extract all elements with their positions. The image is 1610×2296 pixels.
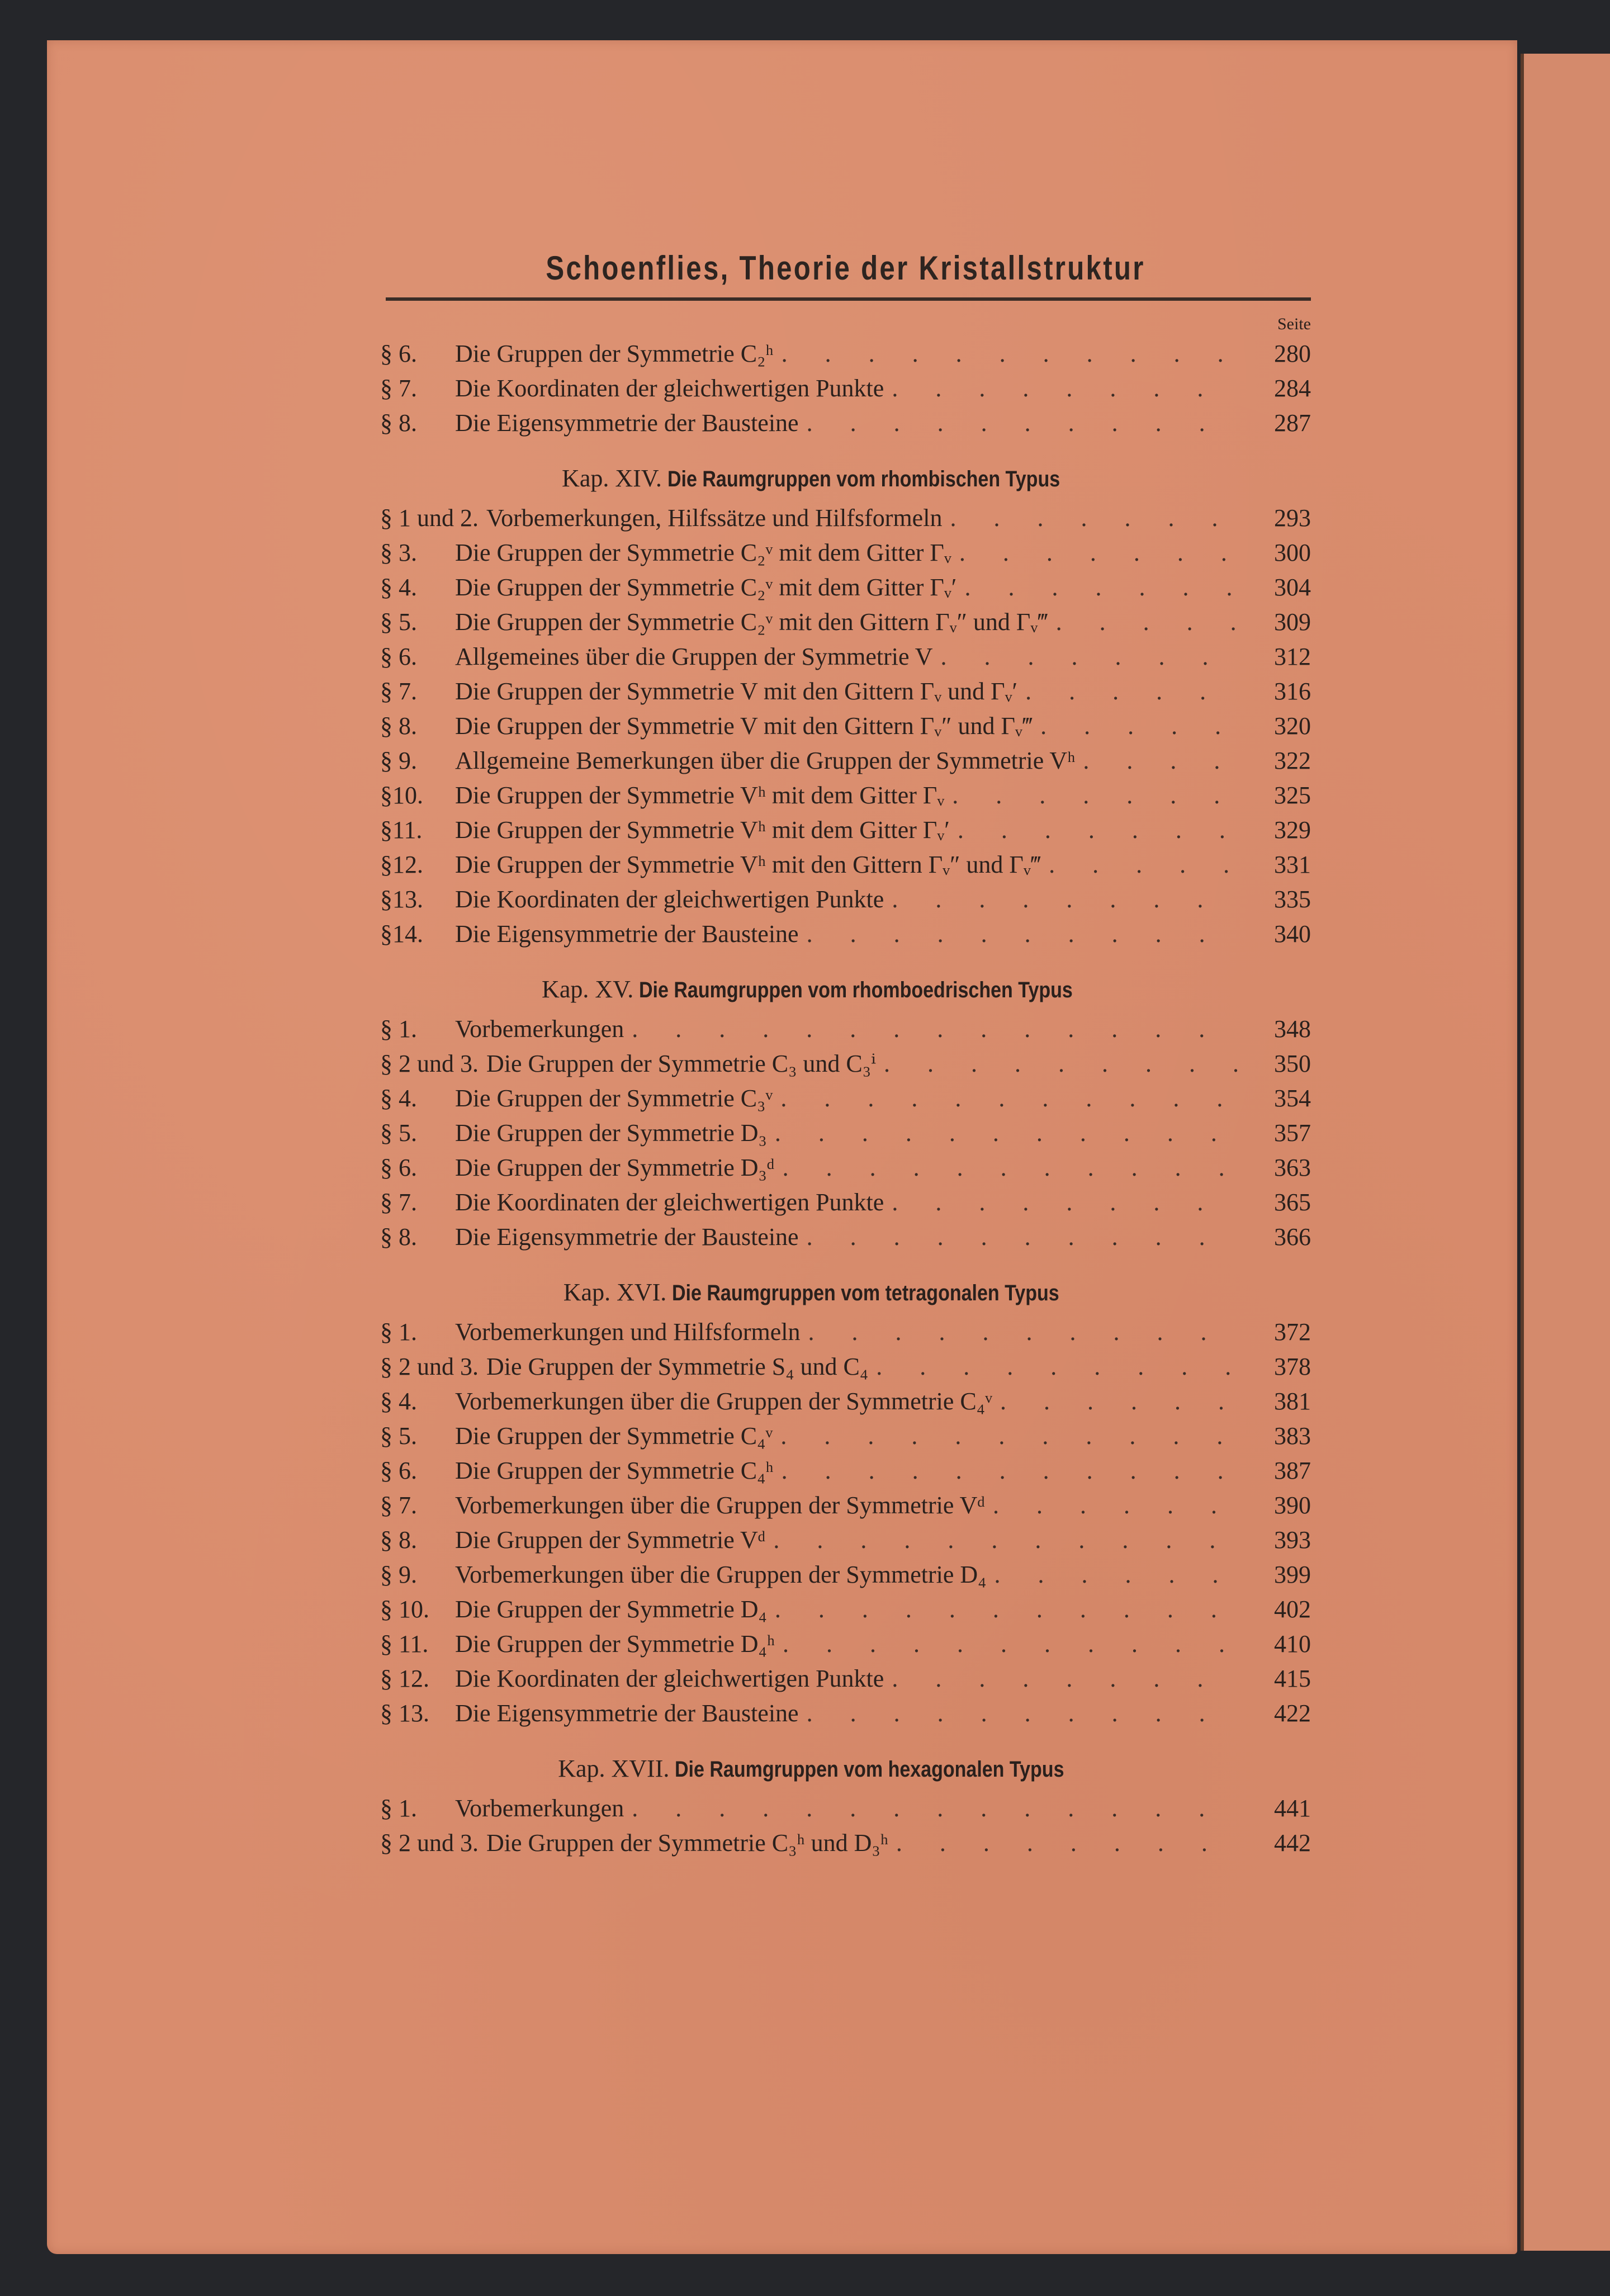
page-number: 280 (1274, 340, 1311, 367)
section-title: Die Gruppen der Symmetrie C₃ und C₃ⁱ (486, 1050, 876, 1077)
toc-entry (380, 536, 1311, 570)
page-number: 381 (1274, 1388, 1311, 1415)
dot-leader (782, 337, 1242, 371)
dot-leader (959, 536, 1242, 570)
section-title: Allgemeines über die Gruppen der Symmetrie V (455, 643, 933, 670)
section-number: § 4. (380, 574, 417, 601)
toc-entry (380, 709, 1311, 744)
toc-section (380, 456, 1311, 951)
section-title: Die Gruppen der Symmetrie D₄ʰ (455, 1630, 775, 1658)
section-number: § 8. (380, 712, 417, 740)
section-title: Die Gruppen der Symmetrie Vʰ mit dem Gitter Γᵥ (455, 782, 945, 809)
section-title: Die Gruppen der Symmetrie C₄ʰ (455, 1457, 774, 1484)
dot-leader (1040, 709, 1242, 744)
section-number: § 12. (380, 1665, 429, 1692)
dot-leader (780, 1419, 1242, 1454)
toc-entry (380, 501, 1311, 536)
dot-leader (995, 1558, 1242, 1592)
toc-entry (380, 1696, 1311, 1731)
title-rule (386, 297, 1311, 301)
page-number: 415 (1274, 1665, 1311, 1692)
dot-leader (993, 1488, 1242, 1523)
page-number: 309 (1274, 608, 1311, 636)
chapter-number: Kap. XVII. (558, 1755, 670, 1782)
toc-entry (380, 640, 1311, 674)
section-title: Allgemeine Bemerkungen über die Gruppen der Symmetrie Vʰ (455, 747, 1076, 774)
page-number: 329 (1274, 816, 1311, 844)
dot-leader (941, 640, 1242, 674)
section-number: §11. (380, 816, 423, 844)
page-number: 393 (1274, 1526, 1311, 1554)
section-number: § 8. (380, 1223, 417, 1251)
toc-section (380, 967, 1311, 1254)
section-title: Die Gruppen der Symmetrie C₃ᵛ (455, 1085, 773, 1112)
chapter-number: Kap. XVI. (563, 1279, 667, 1306)
page-number: 378 (1274, 1353, 1311, 1380)
section-number: § 8. (380, 409, 417, 437)
dot-leader (892, 371, 1242, 406)
section-number: § 4. (380, 1085, 417, 1112)
page-number: 320 (1274, 712, 1311, 740)
section-number: § 6. (380, 1457, 417, 1484)
section-title: Vorbemerkungen über die Gruppen der Symmetrie Vᵈ (455, 1492, 986, 1519)
dot-leader (780, 1081, 1242, 1116)
toc-entry (380, 813, 1311, 848)
section-number: § 3. (380, 539, 417, 566)
dot-leader (1000, 1384, 1242, 1419)
page-number: 287 (1274, 409, 1311, 437)
toc-entry (380, 1523, 1311, 1558)
toc-entry (380, 1185, 1311, 1220)
chapter-title: Die Raumgruppen vom hexagonalen Typus (675, 1757, 1064, 1782)
dot-leader (958, 813, 1242, 848)
section-number: § 8. (380, 1526, 417, 1554)
chapter-heading (380, 967, 1311, 1012)
toc-entry (380, 917, 1311, 951)
section-number: § 6. (380, 1154, 417, 1181)
dot-leader (782, 1454, 1242, 1488)
dot-leader (773, 1523, 1242, 1558)
dot-leader (884, 1047, 1242, 1081)
section-number: § 5. (380, 1119, 417, 1147)
section-number: § 2 und 3. (380, 1353, 479, 1380)
section-number: § 5. (380, 1422, 417, 1450)
dot-leader (950, 501, 1242, 536)
section-title: Vorbemerkungen (455, 1015, 624, 1043)
section-title: Die Gruppen der Symmetrie C₂ᵛ mit dem Gitter Γᵥ′ (455, 574, 957, 601)
section-number: §14. (380, 920, 423, 948)
chapter-number: Kap. XIV. (562, 465, 662, 492)
page-number: 372 (1274, 1318, 1311, 1346)
toc-entry (380, 570, 1311, 605)
section-title: Die Gruppen der Symmetrie C₂ᵛ mit den Gittern Γᵥ″ und Γᵥ‴ (455, 608, 1048, 636)
dot-leader (783, 1151, 1242, 1185)
dot-leader (1083, 744, 1242, 778)
dot-leader (807, 917, 1242, 951)
section-title: Die Gruppen der Symmetrie D₃ (455, 1119, 767, 1147)
section-number: § 2 und 3. (380, 1050, 479, 1077)
section-number: § 1. (380, 1015, 417, 1043)
toc-entry (380, 1350, 1311, 1384)
dot-leader (964, 570, 1242, 605)
dot-leader (1025, 674, 1242, 709)
page-number: 383 (1274, 1422, 1311, 1450)
dot-leader (808, 1315, 1242, 1350)
section-number: § 7. (380, 1492, 417, 1519)
section-title: Vorbemerkungen über die Gruppen der Symmetrie D₄ (455, 1561, 987, 1588)
page-number: 365 (1274, 1189, 1311, 1216)
page-number: 340 (1274, 920, 1311, 948)
section-title: Die Koordinaten der gleichwertigen Punkte (455, 1189, 884, 1216)
section-number: § 1 und 2. (380, 504, 479, 532)
section-number: § 11. (380, 1630, 429, 1658)
section-title: Die Gruppen der Symmetrie Vʰ mit dem Gitter Γᵥ′ (455, 816, 950, 844)
page-number: 442 (1274, 1829, 1311, 1857)
dot-leader (807, 1220, 1242, 1254)
section-title: Die Gruppen der Symmetrie D₃ᵈ (455, 1154, 775, 1181)
toc-entry (380, 1116, 1311, 1151)
toc-entry (380, 1488, 1311, 1523)
dot-leader (775, 1116, 1242, 1151)
dot-leader (1049, 848, 1242, 882)
section-title: Die Koordinaten der gleichwertigen Punkte (455, 1665, 884, 1692)
chapter-heading (380, 1746, 1311, 1791)
chapter-number: Kap. XV. (542, 976, 634, 1003)
section-number: § 1. (380, 1795, 417, 1822)
page-number: 354 (1274, 1085, 1311, 1112)
section-title: Die Eigensymmetrie der Bausteine (455, 1699, 799, 1727)
chapter-title: Die Raumgruppen vom tetragonalen Typus (672, 1281, 1059, 1305)
dot-leader (892, 1185, 1242, 1220)
page-number: 390 (1274, 1492, 1311, 1519)
chapter-heading (380, 456, 1311, 501)
dot-leader (775, 1592, 1242, 1627)
section-number: § 6. (380, 340, 417, 367)
page-number: 316 (1274, 678, 1311, 705)
toc-entry (380, 1627, 1311, 1661)
page-number: 441 (1274, 1795, 1311, 1822)
chapter-title: Die Raumgruppen vom rhomboedrischen Typus (639, 978, 1073, 1002)
section-title: Die Koordinaten der gleichwertigen Punkte (455, 886, 884, 913)
table-of-contents (380, 246, 1311, 1861)
toc-entry (380, 1826, 1311, 1861)
dot-leader (892, 1661, 1242, 1696)
page-number: 284 (1274, 375, 1311, 402)
page-number: 331 (1274, 851, 1311, 878)
section-title: Vorbemerkungen (455, 1795, 624, 1822)
page-number: 300 (1274, 539, 1311, 566)
page-number: 363 (1274, 1154, 1311, 1181)
section-number: § 1. (380, 1318, 417, 1346)
section-number: § 5. (380, 608, 417, 636)
toc-entry (380, 778, 1311, 813)
section-title: Die Gruppen der Symmetrie C₂ʰ (455, 340, 774, 367)
page-number: 387 (1274, 1457, 1311, 1484)
page-number: 312 (1274, 643, 1311, 670)
page-number: 304 (1274, 574, 1311, 601)
section-title: Die Gruppen der Symmetrie Vʰ mit den Gittern Γᵥ″ und Γᵥ‴ (455, 851, 1041, 878)
toc-entry (380, 744, 1311, 778)
toc-section (380, 1270, 1311, 1731)
page-number: 366 (1274, 1223, 1311, 1251)
dot-leader (876, 1350, 1242, 1384)
section-number: § 9. (380, 747, 417, 774)
toc-entry (380, 1592, 1311, 1627)
dot-leader (1056, 605, 1242, 640)
section-title: Die Gruppen der Symmetrie Vᵈ (455, 1526, 766, 1554)
section-title: Die Eigensymmetrie der Bausteine (455, 920, 799, 948)
page-number: 410 (1274, 1630, 1311, 1658)
page-column-label: Seite (1277, 315, 1311, 333)
section-title: Die Gruppen der Symmetrie V mit den Gittern Γᵥ und Γᵥ′ (455, 678, 1018, 705)
section-title: Die Eigensymmetrie der Bausteine (455, 1223, 799, 1251)
toc-entry (380, 882, 1311, 917)
page-number: 325 (1274, 782, 1311, 809)
toc-entry (380, 1661, 1311, 1696)
page-number: 322 (1274, 747, 1311, 774)
toc-entry (380, 1012, 1311, 1047)
section-number: §12. (380, 851, 423, 878)
dot-leader (783, 1627, 1242, 1661)
section-number: § 10. (380, 1596, 429, 1623)
chapter-title: Die Raumgruppen vom rhombischen Typus (667, 467, 1060, 491)
toc-entry (380, 1315, 1311, 1350)
chapter-heading (380, 1270, 1311, 1315)
toc-entry (380, 605, 1311, 640)
dot-leader (807, 1696, 1242, 1731)
page-number: 399 (1274, 1561, 1311, 1588)
section-number: § 9. (380, 1561, 417, 1588)
section-number: § 6. (380, 643, 417, 670)
page-number: 293 (1274, 504, 1311, 532)
dot-leader (807, 406, 1242, 441)
section-number: § 7. (380, 375, 417, 402)
section-number: § 13. (380, 1699, 429, 1727)
toc-entry (380, 1047, 1311, 1081)
toc-entry (380, 1081, 1311, 1116)
section-title: Vorbemerkungen, Hilfssätze und Hilfsformeln (486, 504, 943, 532)
section-title: Vorbemerkungen und Hilfsformeln (455, 1318, 801, 1346)
running-title: Schoenflies, Theorie der Kristallstruktur (546, 249, 1145, 287)
section-number: § 7. (380, 1189, 417, 1216)
dot-leader (632, 1012, 1242, 1047)
adjacent-page-edge (1521, 54, 1610, 2251)
section-title: Die Gruppen der Symmetrie C₂ᵛ mit dem Gitter Γᵥ (455, 539, 951, 566)
toc-section (380, 1746, 1311, 1861)
dot-leader (896, 1826, 1242, 1861)
section-title: Die Gruppen der Symmetrie V mit den Gittern Γᵥ″ und Γᵥ‴ (455, 712, 1033, 740)
toc-section (380, 337, 1311, 441)
toc-entry (380, 1220, 1311, 1254)
toc-sections (380, 337, 1311, 1861)
toc-entry (380, 1791, 1311, 1826)
dot-leader (892, 882, 1242, 917)
toc-entry (380, 337, 1311, 371)
toc-entry (380, 371, 1311, 406)
section-number: § 7. (380, 678, 417, 705)
section-title: Die Gruppen der Symmetrie C₃ʰ und D₃ʰ (486, 1829, 888, 1857)
toc-entry (380, 1384, 1311, 1419)
dot-leader (632, 1791, 1242, 1826)
section-number: §13. (380, 886, 423, 913)
page-number: 335 (1274, 886, 1311, 913)
toc-entry (380, 1558, 1311, 1592)
toc-entry (380, 1419, 1311, 1454)
page-number: 422 (1274, 1699, 1311, 1727)
toc-entry (380, 848, 1311, 882)
section-title: Die Gruppen der Symmetrie S₄ und C₄ (486, 1353, 869, 1380)
toc-entry (380, 1151, 1311, 1185)
toc-entry (380, 674, 1311, 709)
toc-entry (380, 406, 1311, 441)
section-number: § 4. (380, 1388, 417, 1415)
page-number: 350 (1274, 1050, 1311, 1077)
page-number: 348 (1274, 1015, 1311, 1043)
dot-leader (952, 778, 1242, 813)
section-number: §10. (380, 782, 423, 809)
section-title: Die Gruppen der Symmetrie D₄ (455, 1596, 767, 1623)
page-number: 357 (1274, 1119, 1311, 1147)
toc-entry (380, 1454, 1311, 1488)
section-title: Vorbemerkungen über die Gruppen der Symmetrie C₄ᵛ (455, 1388, 992, 1415)
section-title: Die Gruppen der Symmetrie C₄ᵛ (455, 1422, 773, 1450)
section-title: Die Eigensymmetrie der Bausteine (455, 409, 799, 437)
page-number: 402 (1274, 1596, 1311, 1623)
section-number: § 2 und 3. (380, 1829, 479, 1857)
section-title: Die Koordinaten der gleichwertigen Punkte (455, 375, 884, 402)
